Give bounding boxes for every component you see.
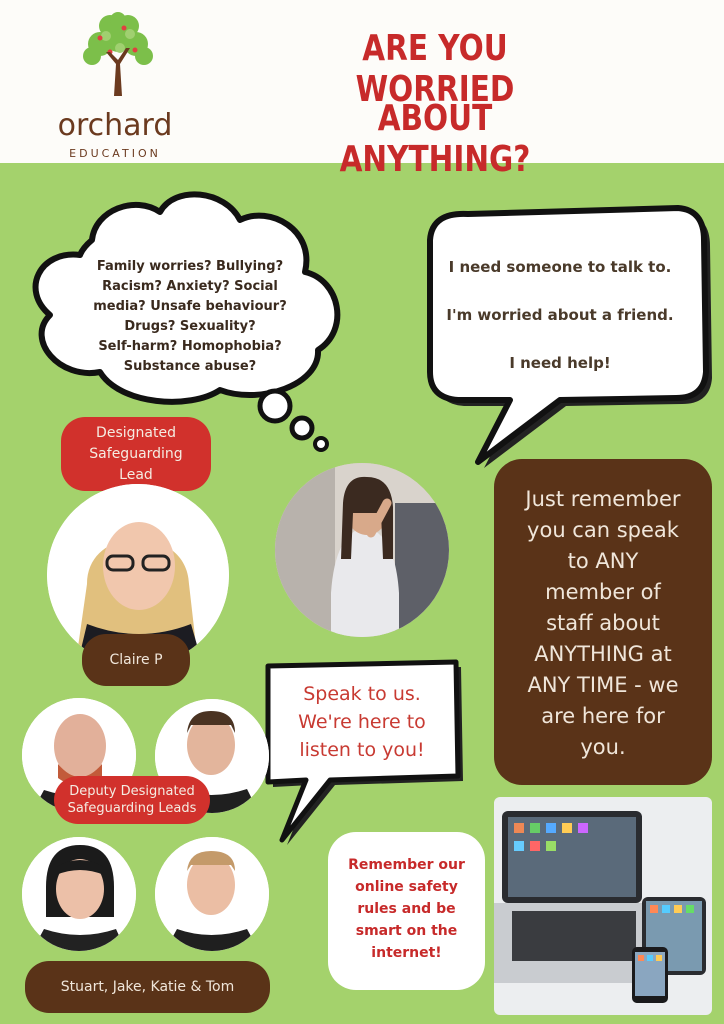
thought-dot-medium [292,418,312,438]
remember-line: to ANY [567,549,639,573]
speech-line-2: I'm worried about a friend. [446,306,674,324]
thought-dot-large [260,391,290,421]
online-safety-text [336,854,477,964]
remember-line: you. [580,735,626,759]
speech-bubble [430,208,706,462]
online-line: Remember our [348,857,465,873]
speak-line: listen to you! [299,739,425,761]
remember-line: ANYTHING at [534,642,672,666]
page-title-line-1: ARE YOU WORRIED [355,28,515,110]
online-line: smart on the [355,923,458,939]
worries-line: Substance abuse? [123,359,257,374]
person-silhouette [22,837,136,951]
worried-person-photo [275,463,449,637]
devices-image [494,797,712,1015]
worries-line: Family worries? Bullying? [96,259,284,274]
online-line: internet! [371,945,442,961]
thought-dot-small [315,438,327,450]
logo-wordmark: orchard [57,108,173,143]
person-silhouette [155,837,269,951]
dsl-label-line: Lead [119,467,153,483]
speak-line: Speak to us. [303,683,421,705]
claire-name: Claire P [82,634,190,686]
worried-person-image [275,463,449,637]
logo-tagline: EDUCATION [69,147,161,160]
online-line: rules and be [357,901,456,917]
page-title-line-2: ABOUT ANYTHING? [339,98,531,180]
remember-line: ANY TIME - we [527,673,679,697]
worries-line: Racism? Anxiety? Social [102,279,278,294]
deputy-photo-katie [22,837,136,951]
remember-text [510,484,696,763]
worries-line: Drugs? Sexuality? [124,319,256,334]
speech-line-1: I need someone to talk to. [448,258,672,276]
speak-line: We're here to [298,711,426,733]
speech-line-3: I need help! [509,354,611,372]
remember-line: member of [545,580,661,604]
online-line: online safety [355,879,458,895]
ddsl-label [54,776,210,824]
remember-line: you can speak [527,518,679,542]
deputy-names: Stuart, Jake, Katie & Tom [25,961,270,1013]
ddsl-label-line: Deputy Designated [69,784,195,799]
ddsl-label-line: Safeguarding Leads [67,801,197,816]
remember-line: staff about [546,611,660,635]
dsl-label-line: Safeguarding [89,446,183,462]
worries-line: media? Unsafe behaviour? [93,299,287,314]
worries-text [75,257,305,377]
deputy-photo-tom [155,837,269,951]
worries-line: Self-harm? Homophobia? [98,339,282,354]
speak-text [272,680,452,764]
remember-line: are here for [541,704,665,728]
devices-photo [494,797,712,1015]
dsl-label-line: Designated [96,425,176,441]
dsl-label [61,417,211,491]
remember-line: Just remember [525,487,681,511]
